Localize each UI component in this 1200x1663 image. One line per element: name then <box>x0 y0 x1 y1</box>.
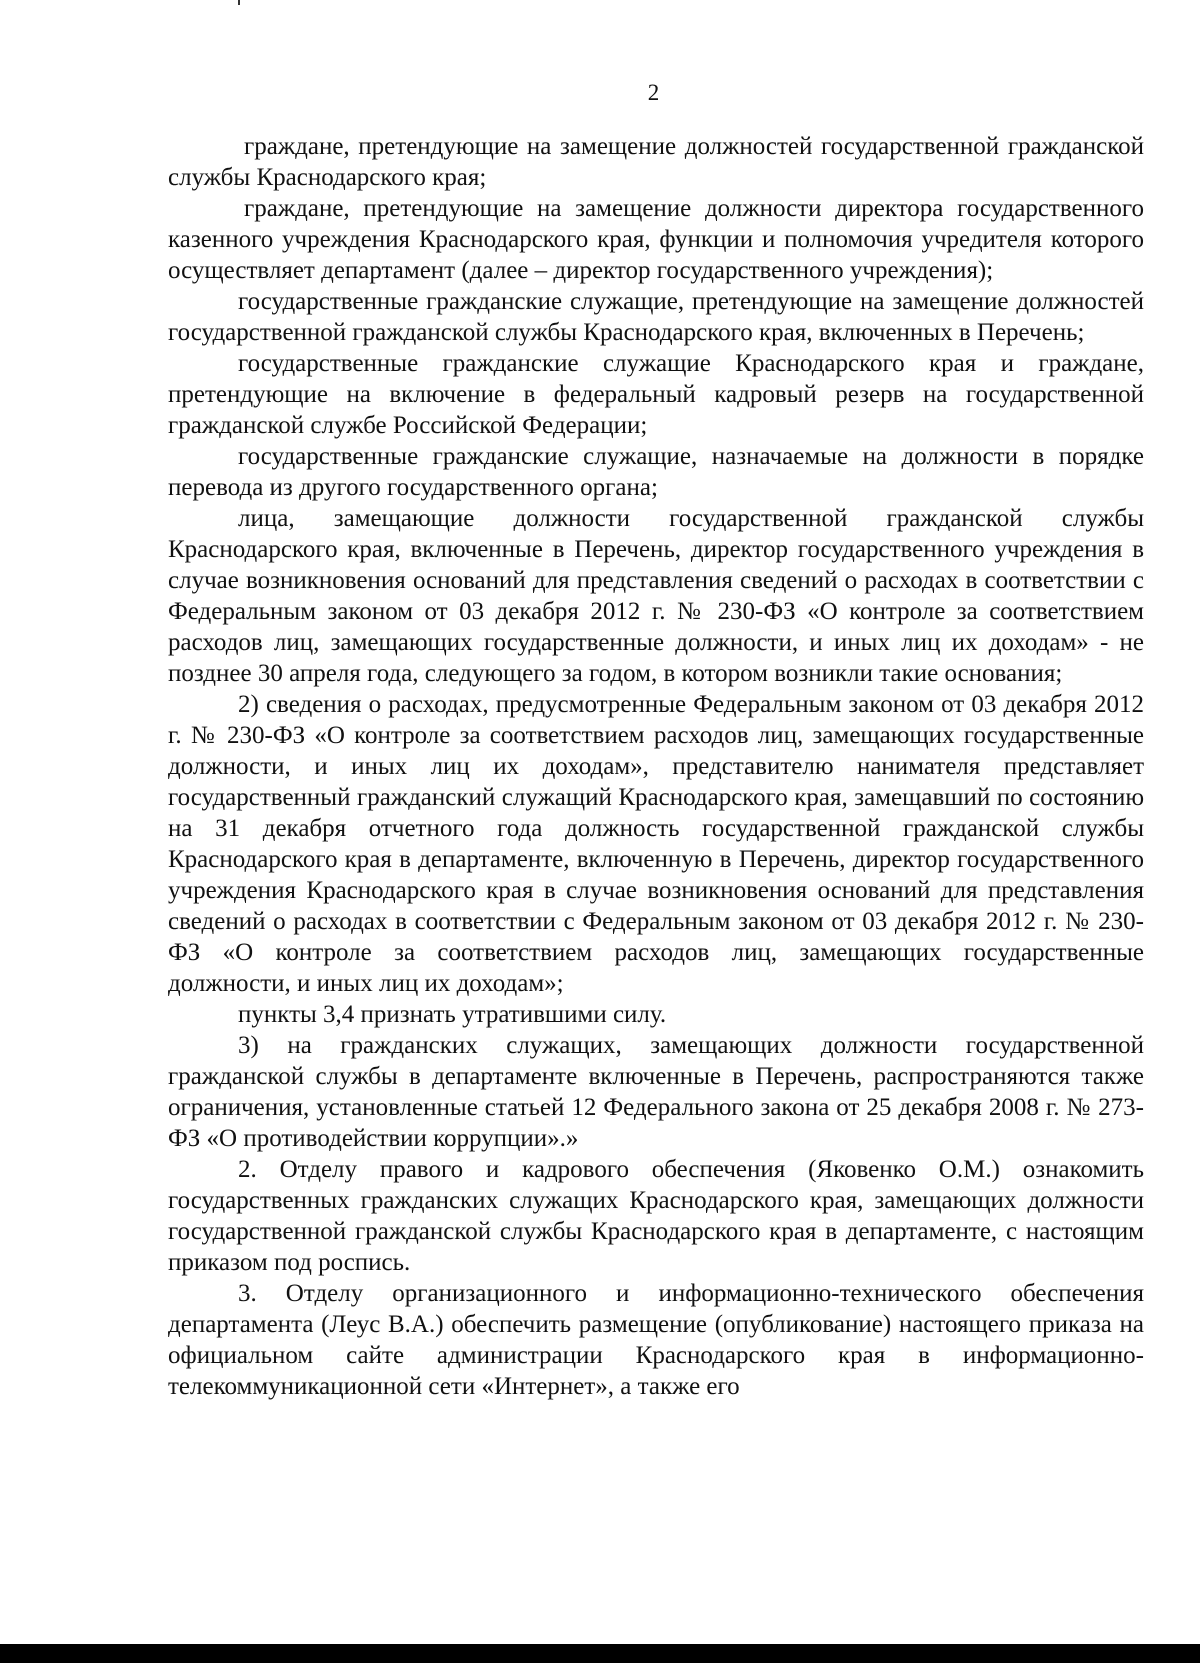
scan-border <box>0 1644 1200 1663</box>
paragraph: 2. Отделу правого и кадрового обеспечения (Яковенко О.М.) ознакомить государственных гражданских служащих Краснодарского края, замещающих должности государственной гражданской службы Краснодарского края в департаменте, с настоящим приказом под роспись. <box>168 1156 1144 1276</box>
paragraph: лица, замещающие должности государственной гражданской службы Краснодарского края, включенные в Перечень, директор государственного учреждения в случае возникновения оснований для представления сведений о расходах в соответствии с Федеральным законом от 03 декабря 2012 г. № 230-ФЗ «О контроле за соответствием расходов лиц, замещающих государственные должности, и иных лиц их доходам» - не позднее 30 апреля года, следующего за годом, в котором возникли такие основания; <box>168 505 1144 687</box>
page-number: 2 <box>647 80 660 105</box>
paragraph: государственные гражданские служащие, претендующие на замещение должностей государственной гражданской службы Краснодарского края, включенных в Перечень; <box>168 288 1144 346</box>
paragraph: государственные гражданские служащие, назначаемые на должности в порядке перевода из другого государственного органа; <box>168 443 1144 501</box>
paragraph: государственные гражданские служащие Краснодарского края и граждане, претендующие на включение в федеральный кадровый резерв на государственной гражданской службе Российской Федерации; <box>168 350 1144 439</box>
paragraph: 3) на гражданских служащих, замещающих должности государственной гражданской службы в департаменте включенные в Перечень, распространяются также ограничения, установленные статьей 12 Федерального закона от 25 декабря 2008 г. № 273-ФЗ «О противодействии коррупции».» <box>168 1032 1144 1152</box>
scan-mark <box>238 0 240 5</box>
paragraph: 2) сведения о расходах, предусмотренные Федеральным законом от 03 декабря 2012 г. № 230-ФЗ «О контроле за соответствием расходов лиц, замещающих государственные должности, и иных лиц их доходам», представителю нанимателя представляет государственный гражданский служащий Краснодарского края, замещавший по состоянию на 31 декабря отчетного года должность государственной гражданской службы Краснодарского края в департаменте, включенную в Перечень, директор государственного учреждения Краснодарского края в случае возникновения оснований для представления сведений о расходах в соответствии с Федеральным законом от 03 декабря 2012 г. № 230-ФЗ «О контроле за соответствием расходов лиц, замещающих государственные должности, и иных лиц их доходам»; <box>168 691 1144 997</box>
paragraph: 3. Отделу организационного и информационно-технического обеспечения департамента (Леус В.А.) обеспечить размещение (опубликование) настоящего приказа на официальном сайте администрации Краснодарского края в информационно-телекоммуникационной сети «Интернет», а также его <box>168 1280 1144 1400</box>
paragraph: граждане, претендующие на замещение должностей государственной гражданской службы Краснодарского края; <box>168 133 1144 191</box>
paragraph: пункты 3,4 признать утратившими силу. <box>238 1001 667 1028</box>
paragraph: граждане, претендующие на замещение должности директора государственного казенного учреждения Краснодарского края, функции и полномочия учредителя которого осуществляет департамент (далее – директор государственного учреждения); <box>168 195 1144 284</box>
document-body <box>168 131 1144 1402</box>
